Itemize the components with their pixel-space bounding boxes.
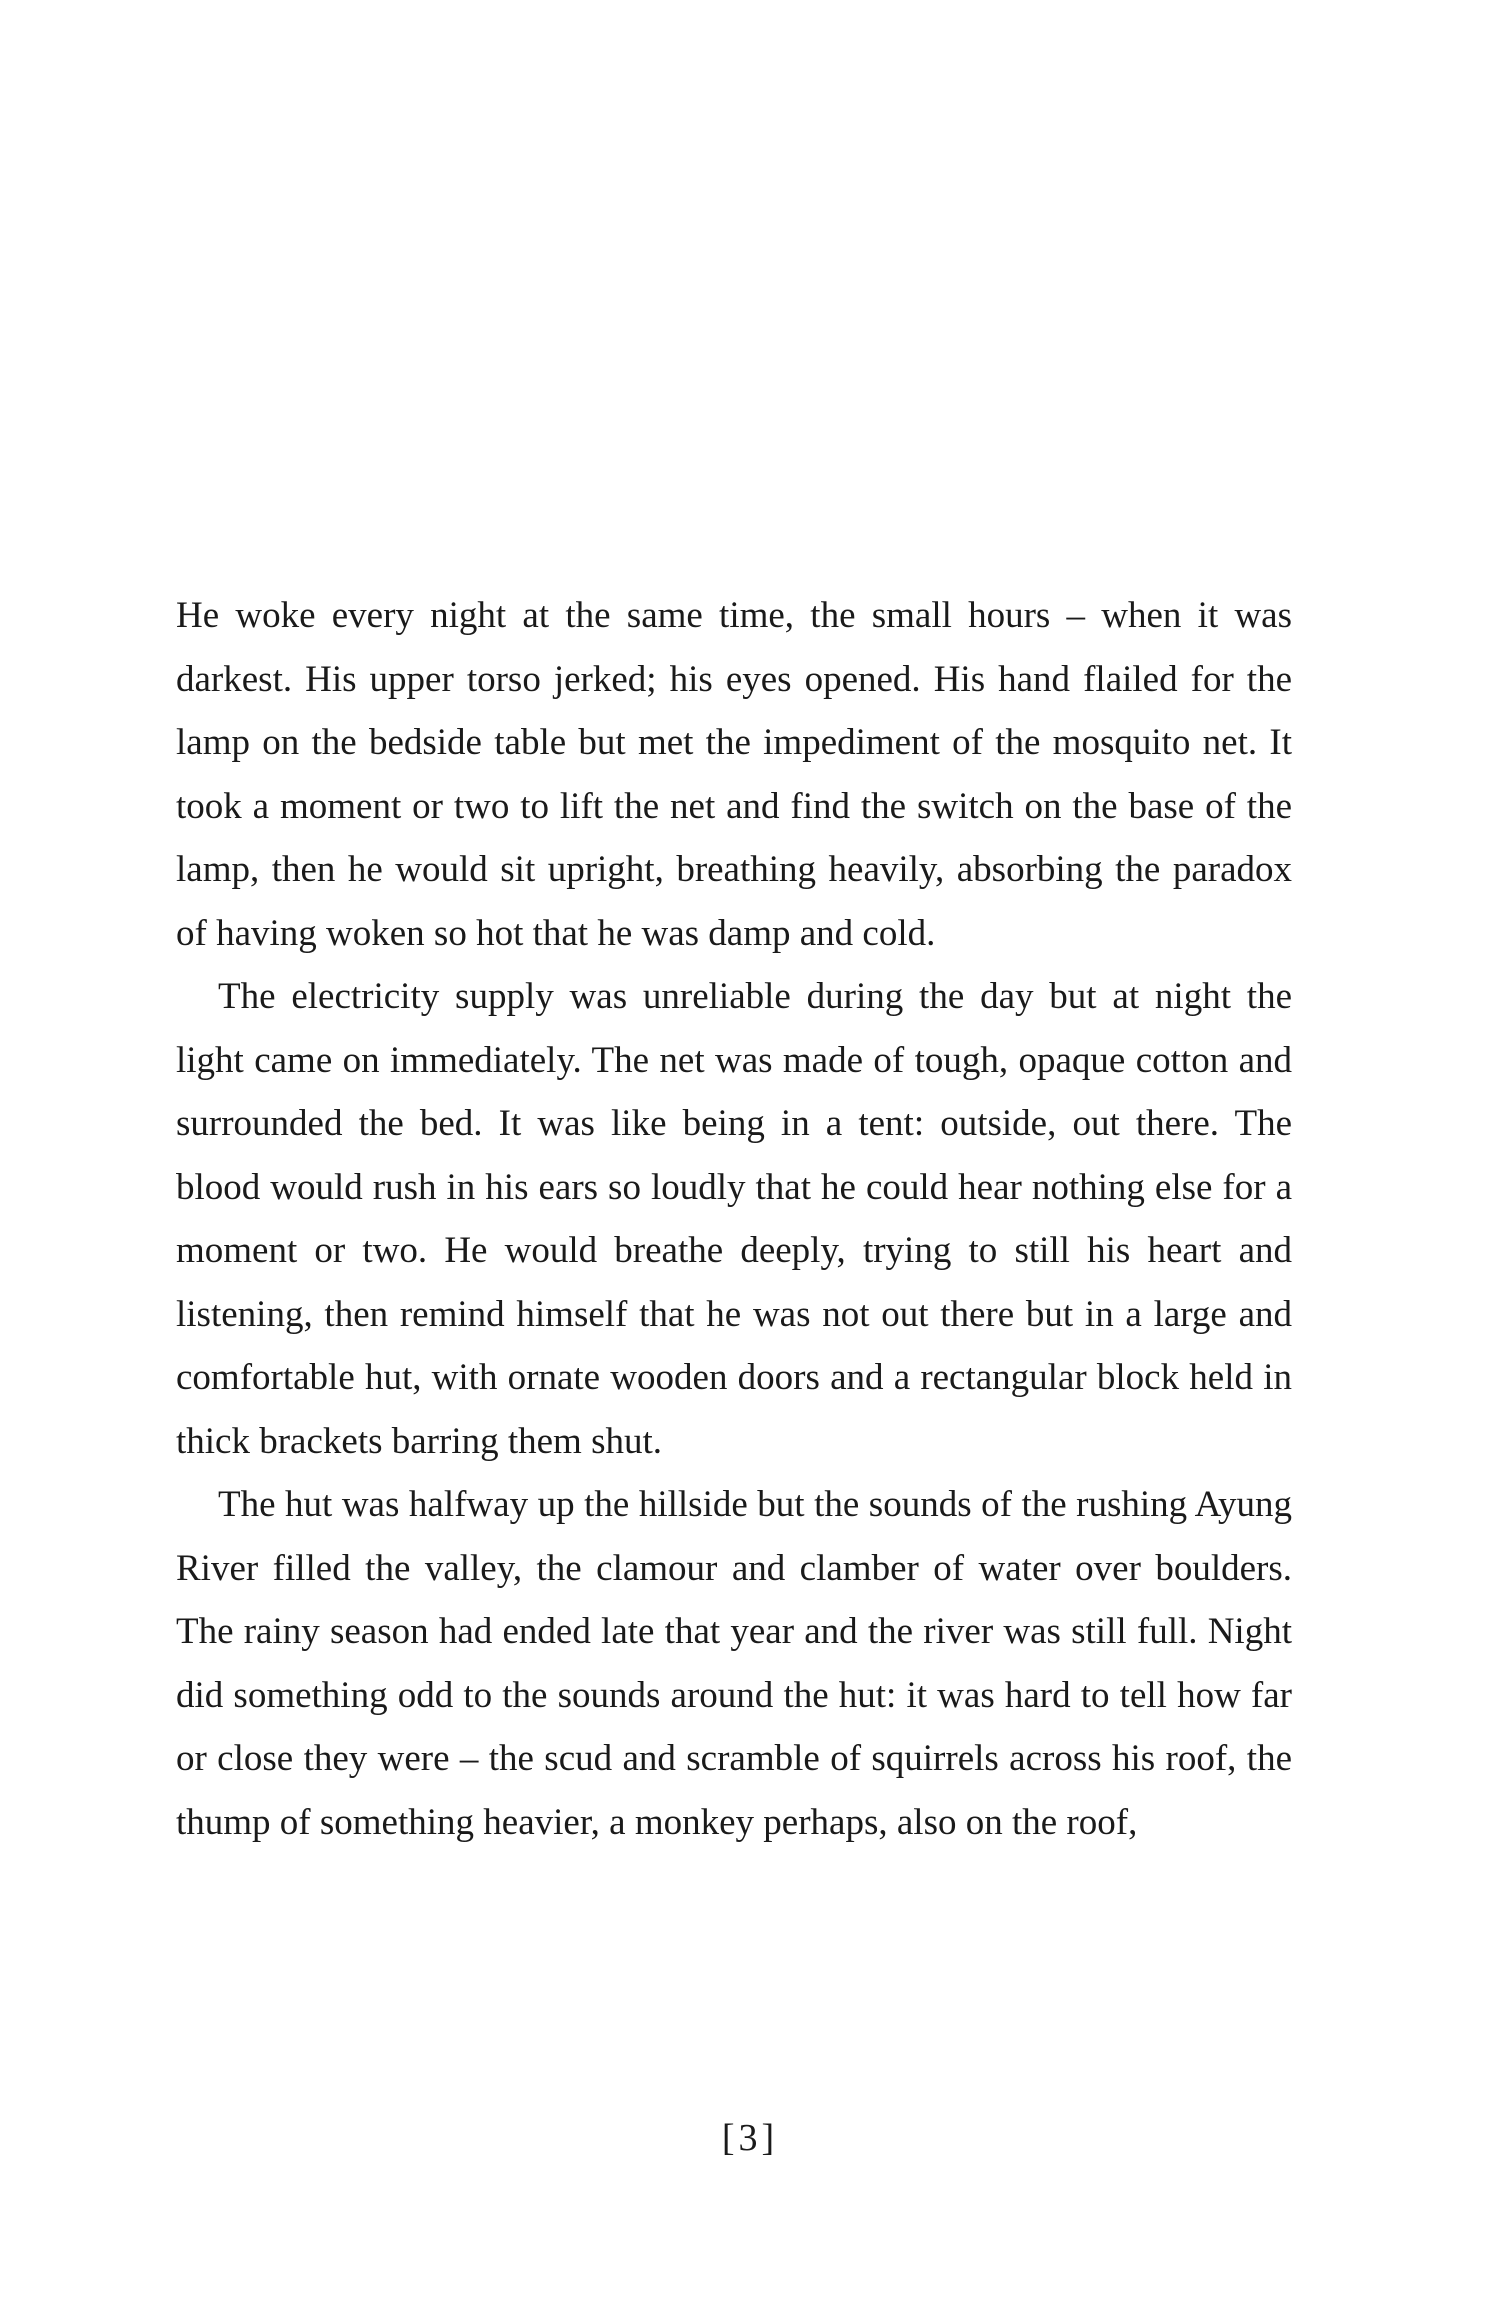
page-number: [3] [721, 2117, 779, 2159]
body-text [176, 584, 1292, 1854]
paragraph-2: The electricity supply was unreliable during the day but at night the light came on immediately. The net was made of tough, opaque cotton and surrounded the bed. It was like being in a tent: outside, out there. The blood would rush in his ears so loudly that he could hear nothing else for a moment or two. He would breathe deeply, trying to still his heart and listening, then remind himself that he was not out there but in a large and comfortable hut, with ornate wooden doors and a rectangular block held in thick brackets barring them shut. [176, 976, 1292, 1462]
paragraph-1: He woke every night at the same time, the small hours – when it was darkest. His upper torso jerked; his eyes opened. His hand flailed for the lamp on the bedside table but met the impediment of the mosquito net. It took a moment or two to lift the net and find the switch on the base of the lamp, then he would sit upright, breathing heavily, absorbing the paradox of having woken so hot that he was damp and cold. [176, 595, 1292, 954]
paragraph-3: The hut was halfway up the hillside but the sounds of the rushing Ayung River filled the valley, the clamour and clamber of water over boulders. The rainy season had ended late that year and the river was still full. Night did something odd to the sounds around the hut: it was hard to tell how far or close they were – the scud and scramble of squirrels across his roof, the thump of something heavier, a monkey perhaps, also on the roof, [176, 1484, 1292, 1843]
